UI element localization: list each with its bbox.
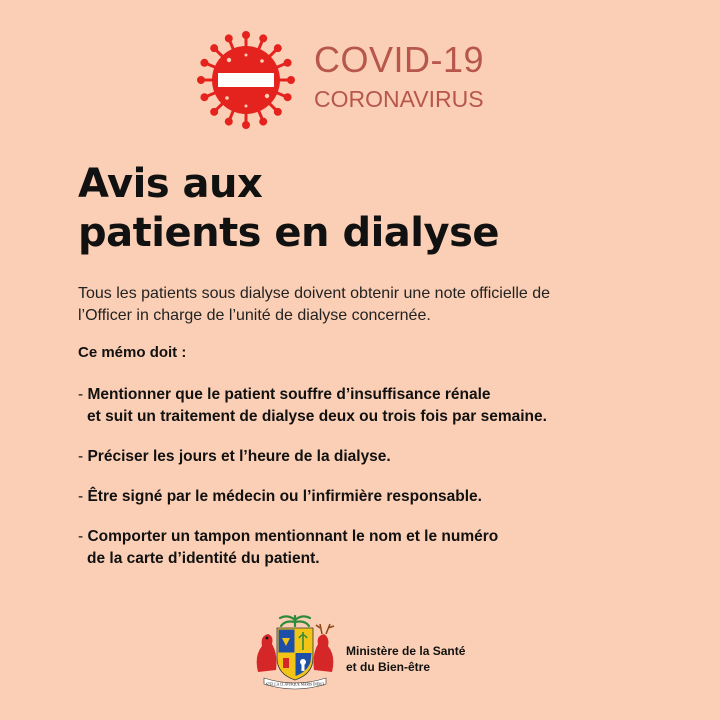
ministry-line-2: et du Bien-être — [346, 660, 431, 674]
intro-line-1: Tous les patients sous dialyse doivent obtenir une note officielle de — [78, 285, 551, 302]
memo-item-4-text: Comporter un tampon mentionnant le nom et le numéro — [87, 528, 499, 545]
memo-item-3 — [78, 486, 688, 508]
memo-item-4-line-2: de la carte d’identité du patient. — [87, 550, 320, 567]
memo-item-3-line-1: - Être signé par le médecin ou l’infirmière responsable. — [78, 488, 482, 505]
memo-item-3-text: Être signé par le médecin ou l’infirmière responsable. — [87, 488, 482, 505]
memo-item-4 — [78, 526, 688, 570]
page-title — [78, 160, 499, 258]
ministry-name — [346, 643, 465, 675]
intro-line-2: l’Officer in charge de l’unité de dialyse concernée. — [78, 307, 431, 324]
memo-item-1 — [78, 384, 688, 428]
ministry-line-1: Ministère de la Santé — [346, 644, 466, 658]
page-title-line-2: patients en dialyse — [78, 210, 500, 256]
header — [196, 30, 526, 130]
memo-item-1-line-1: - Mentionner que le patient souffre d’insuffisance rénale — [78, 386, 491, 403]
memo-item-2-text: Préciser les jours et l’heure de la dialyse. — [87, 448, 391, 465]
footer — [250, 612, 510, 692]
motto-text: STELLA CLAVISQUE MARIS INDICI — [265, 682, 325, 687]
memo-item-1-text: Mentionner que le patient souffre d’insuffisance rénale — [87, 386, 491, 403]
no-entry-virus-icon — [196, 30, 296, 130]
coat-of-arms-icon — [250, 612, 340, 692]
memo-item-4-line-1: - Comporter un tampon mentionnant le nom et le numéro — [78, 528, 499, 545]
header-title: COVID-19 — [314, 39, 485, 80]
memo-item-1-line-2: et suit un traitement de dialyse deux ou trois fois par semaine. — [87, 408, 547, 425]
page-title-line-1: Avis aux — [78, 161, 263, 207]
memo-heading: Ce mémo doit : — [78, 344, 187, 361]
intro-paragraph — [78, 283, 678, 327]
memo-item-2-line-1: - Préciser les jours et l’heure de la dialyse. — [78, 448, 391, 465]
memo-list — [78, 384, 688, 588]
header-subtitle: CORONAVIRUS — [314, 86, 484, 112]
memo-item-2 — [78, 446, 688, 468]
